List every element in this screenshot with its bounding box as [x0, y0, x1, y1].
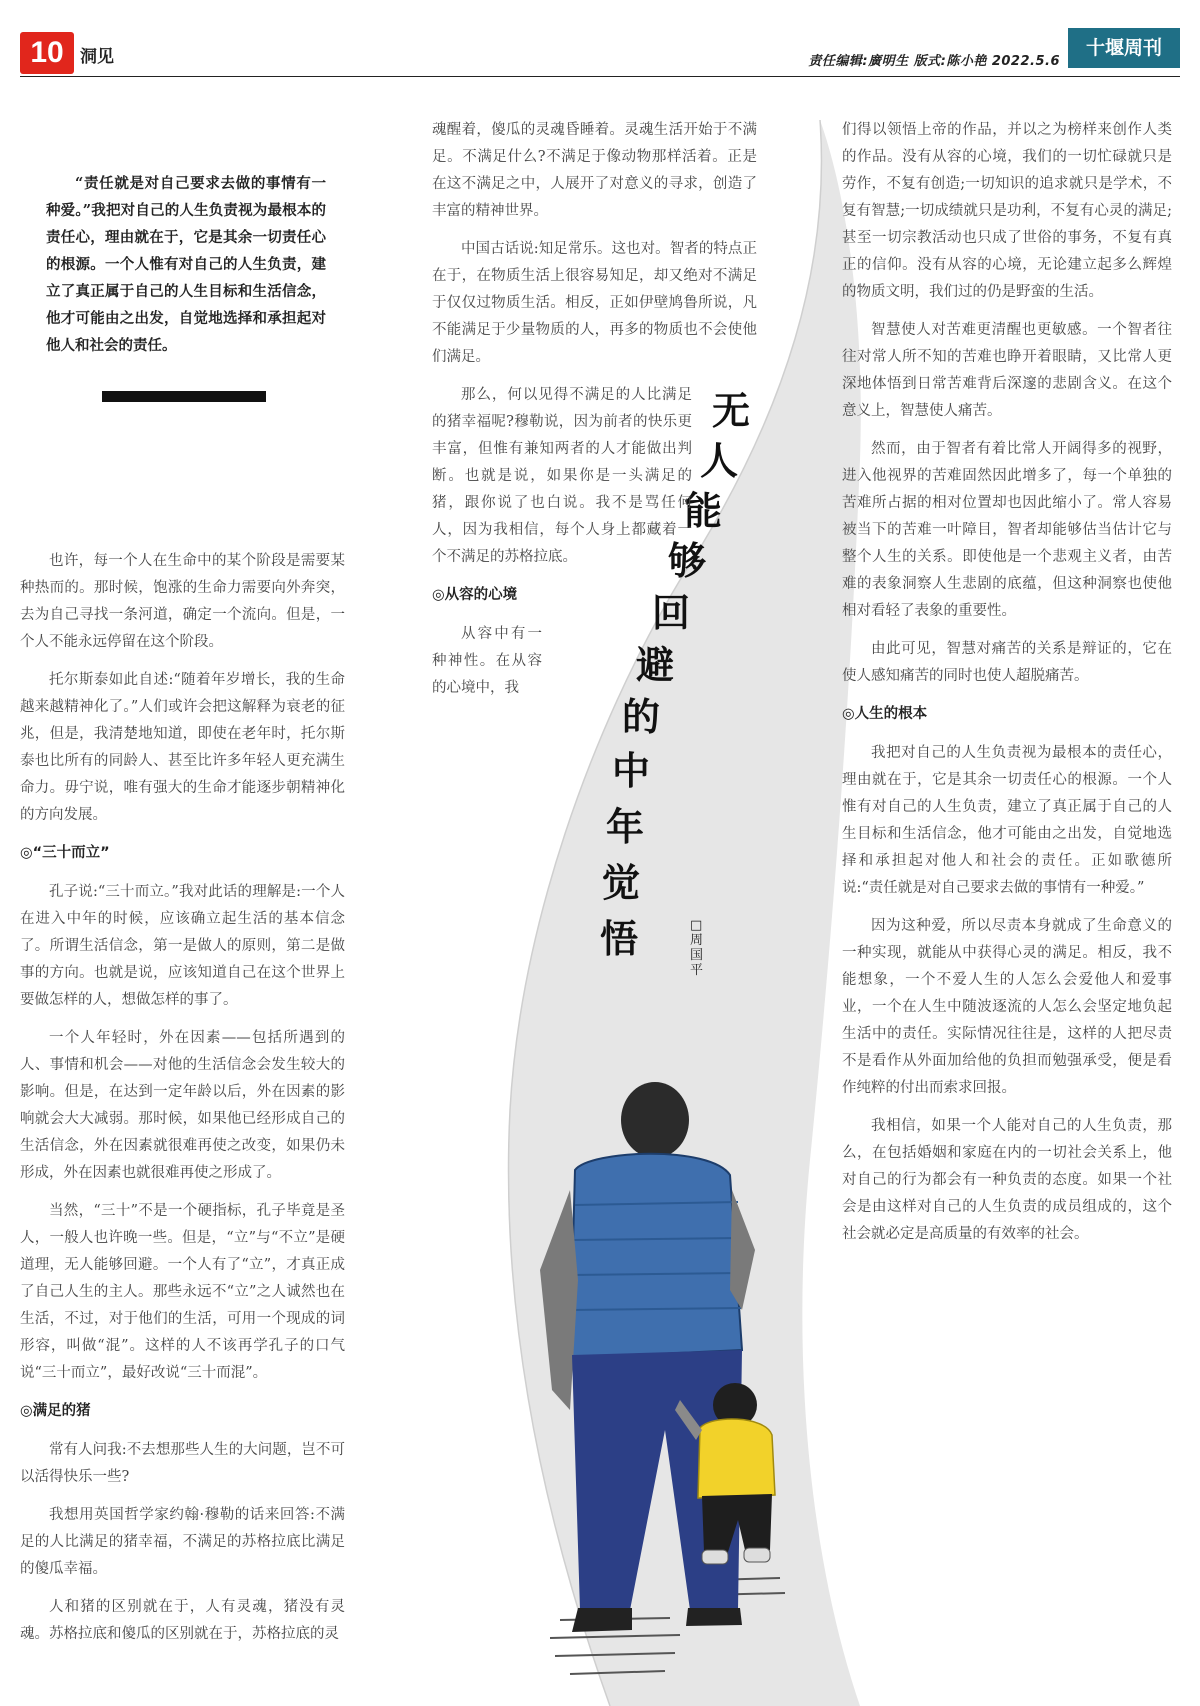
paragraph: 智慧使人对苦难更清醒也更敏感。一个智者往往对常人所不知的苦难也睁开着眼睛，又比常人更深地体悟到日常苦难背后深邃的悲剧含义。在这个意义上，智慧使人痛苦。 — [842, 322, 1172, 419]
paragraph: 中国古话说:知足常乐。这也对。智者的特点正在于，在物质生活上很容易知足，却又绝对不满足于仅仅过物质生活。相反，正如伊壁鸠鲁所说，凡不能满足于少量物质的人，再多的物质也不会使他们满足。 — [432, 241, 757, 365]
paragraph: 常有人问我:不去想那些人生的大问题，岂不可以活得快乐一些? — [20, 1442, 345, 1485]
page-number-badge: 10 — [20, 32, 74, 74]
paragraph: 魂醒着，傻瓜的灵魂昏睡着。灵魂生活开始于不满足。不满足什么?不满足于像动物那样活着。正是在这不满足之中，人展开了对意义的寻求，创造了丰富的精神世界。 — [432, 122, 757, 219]
title-char: 的 — [622, 694, 661, 739]
paragraph: 我相信，如果一个人能对自己的人生负责，那么，在包括婚姻和家庭在内的一切社会关系上，他对自己的行为都会有一种负责的态度。如果一个社会是由这样对自己的人生负责的成员组成的，这个社会就必定是高质量的有效率的社会。 — [842, 1118, 1172, 1242]
section-label: 洞见 — [80, 47, 114, 67]
paragraph: 那么，何以见得不满足的人比满足的猪幸福呢?穆勒说，因为前者的快乐更丰富，但惟有兼知两者的人才能做出判断。也就是说，如果你是一头满足的猪，跟你说了也白说。我不是骂任何人，因为我相信，每个人身上都藏着一个不满足的苏格拉底。 — [432, 387, 692, 565]
paragraph: 当然，“三十”不是一个硬指标，孔子毕竟是圣人，一般人也许晚一些。但是，“立”与“不立”是硬道理，无人能够回避。一个人有了“立”，才真正成了自己人生的主人。那些永远不“立”之人诚然也在生活，不过，对于他们的生活，可用一个现成的词形容，叫做“混”。这样的人不该再学孔子的口气说“三十而立”，最好改说“三十而混”。 — [20, 1203, 345, 1381]
paragraph: 从容中有一种神性。在从容的心境中，我 — [432, 626, 542, 696]
paragraph: 我想用英国哲学家约翰·穆勒的话来回答:不满足的人比满足的猪幸福，不满足的苏格拉底比满足的傻瓜幸福。 — [20, 1507, 345, 1577]
byline: □周国平 — [690, 918, 704, 978]
title-char: 能 — [684, 488, 723, 533]
pull-quote — [46, 170, 326, 359]
title-char: 回 — [652, 590, 691, 635]
title-char: 觉 — [602, 860, 641, 905]
paragraph: 人和猪的区别就在于，人有灵魂，猪没有灵魂。苏格拉底和傻瓜的区别就在于，苏格拉底的灵 — [20, 1599, 345, 1642]
paragraph: 孔子说:“三十而立。”我对此话的理解是:一个人在进入中年的时候，应该确立起生活的基本信念了。所谓生活信念，第一是做人的原则，第二是做事的方向。也就是说，应该知道自己在这个世界上要做怎样的人，想做怎样的事了。 — [20, 884, 345, 1008]
subheading: ◎人生的根本 — [842, 706, 928, 722]
masthead-logo: 十堰周刊 — [1068, 28, 1180, 68]
paragraph: 们得以领悟上帝的作品，并以之为榜样来创作人类的作品。没有从容的心境，我们的一切忙碌就只是劳作，不复有创造;一切知识的追求就只是学术，不复有智慧;一切成绩就只是功利，不复有心灵的满足;甚至一切宗教活动也只成了世俗的事务，不复有真正的信仰。没有从容的心境，无论建立起多么辉煌的物质文明，我们过的仍是野蛮的生活。 — [842, 122, 1172, 300]
paragraph: 由此可见，智慧对痛苦的关系是辩证的，它在使人感知痛苦的同时也使人超脱痛苦。 — [842, 641, 1172, 684]
paragraph: 也许，每一个人在生命中的某个阶段是需要某种热而的。那时候，饱涨的生命力需要向外奔突，去为自己寻找一条河道，确定一个流向。但是，一个人不能永远停留在这个阶段。 — [20, 553, 345, 650]
title-char: 年 — [606, 804, 645, 849]
editor-credit: 责任编辑:廣明生 版式:陈小艳 2022.5.6 — [808, 54, 1060, 69]
article-column-1 — [20, 548, 345, 1659]
article-column-2 — [432, 117, 757, 713]
subheading: ◎“三十而立” — [20, 845, 110, 861]
title-char: 人 — [700, 438, 739, 483]
article-column-3 — [842, 117, 1172, 1259]
subheading: ◎从容的心境 — [432, 587, 518, 603]
title-char: 中 — [612, 748, 651, 793]
title-char: 够 — [668, 538, 707, 583]
subheading: ◎满足的猪 — [20, 1403, 91, 1419]
pull-quote-text: “责任就是对自己要求去做的事情有一种爱。”我把对自己的人生负责视为最根本的责任心，理由就在于，它是其余一切责任心的根源。一个人惟有对自己的人生负责，建立了真正属于自己的人生目标和生活信念，他才可能由之出发，自觉地选择和承担起对他人和社会的责任。 — [46, 175, 326, 354]
paragraph: 一个人年轻时，外在因素——包括所遇到的人、事情和机会——对他的生活信念会发生较大的影响。但是，在达到一定年龄以后，外在因素的影响就会大大减弱。那时候，如果他已经形成自己的生活信念，外在因素就很难再使之改变，如果仍未形成，外在因素也就很难再使之形成了。 — [20, 1030, 345, 1181]
title-char: 无 — [712, 388, 751, 433]
paragraph: 因为这种爱，所以尽责本身就成了生命意义的一种实现，就能从中获得心灵的满足。相反，我不能想象，一个不爱人生的人怎么会爱他人和爱事业，一个在人生中随波逐流的人怎么会坚定地负起生活中的责任。实际情况往往是，这样的人把尽责不是看作从外面加给他的负担而勉强承受，便是看作纯粹的付出而索求回报。 — [842, 918, 1172, 1096]
paragraph: 然而，由于智者有着比常人开阔得多的视野，进入他视界的苦难固然因此增多了，每一个单独的苦难所占据的相对位置却也因此缩小了。常人容易被当下的苦难一叶障目，智者却能够估当估计它与整个人生的关系。即使他是一个悲观主义者，由苦难的表象洞察人生悲剧的底蕴，但这种洞察也使他相对看轻了表象的重要性。 — [842, 441, 1172, 619]
pull-quote-bar — [102, 391, 266, 402]
paragraph: 我把对自己的人生负责视为最根本的责任心，理由就在于，它是其余一切责任心的根源。一个人惟有对自己的人生负责，建立了真正属于自己的人生目标和生活信念，他才可能由之出发，自觉地选择和承担起对他人和社会的责任。正如歌德所说:“责任就是对自己要求去做的事情有一种爱。” — [842, 745, 1172, 896]
paragraph: 托尔斯泰如此自述:“随着年岁增长，我的生命越来越精神化了。”人们或许会把这解释为衰老的征兆，但是，我清楚地知道，即使在老年时，托尔斯泰也比所有的同龄人、甚至比许多年轻人更充满生命力。毋宁说，唯有强大的生命才能逐步朝精神化的方向发展。 — [20, 672, 345, 823]
title-char: 避 — [636, 642, 675, 687]
title-char: 悟 — [600, 916, 639, 961]
page-header — [20, 26, 1180, 77]
